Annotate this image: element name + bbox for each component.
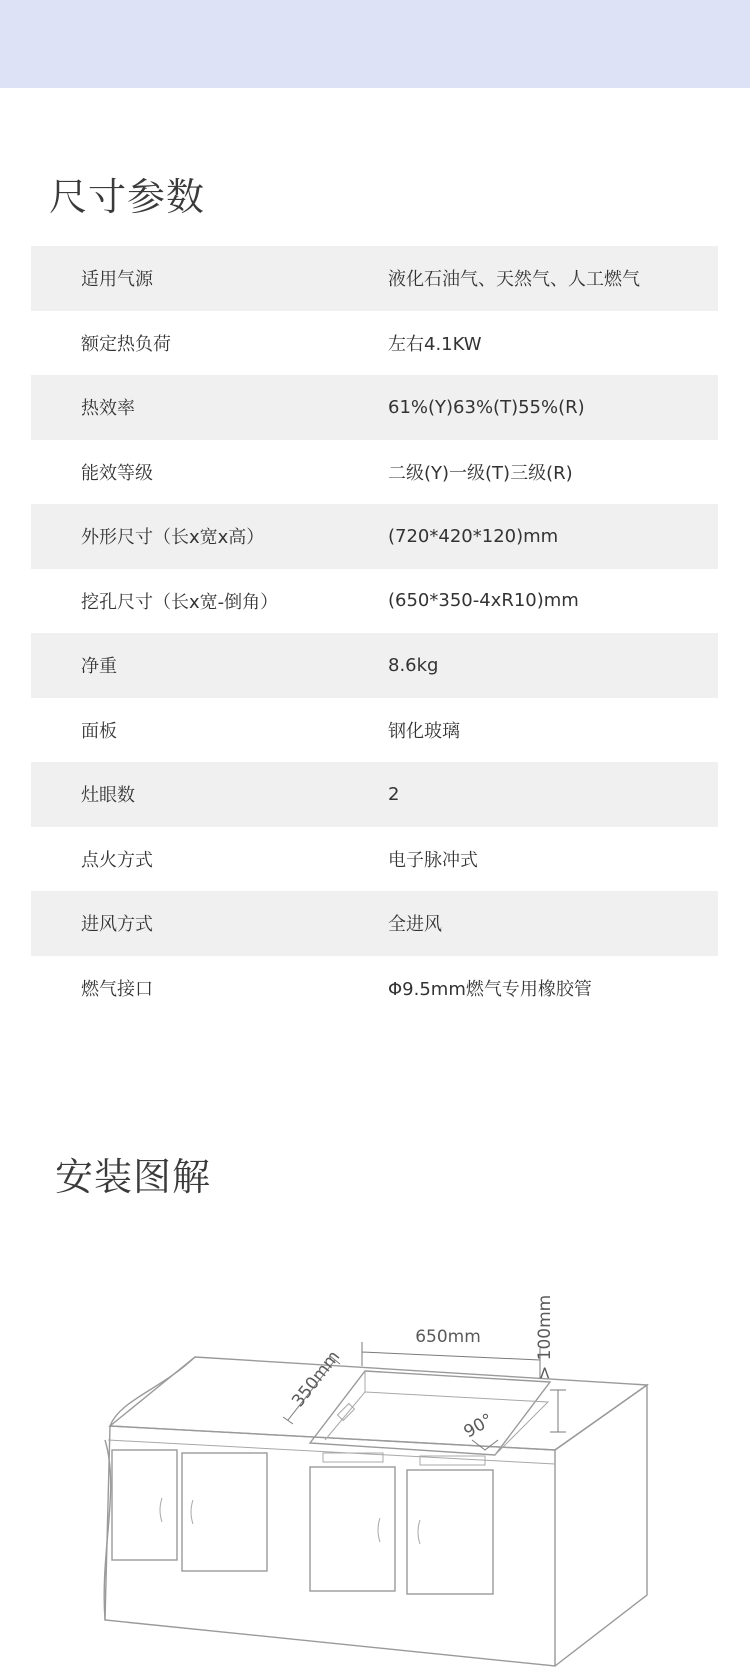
countertop-edge (108, 1440, 555, 1464)
door-handle (378, 1518, 380, 1542)
dimension-width-label: 350mm (288, 1347, 345, 1412)
cabinet-illustration (100, 1290, 660, 1670)
spec-value: 电子脉冲式 (388, 849, 478, 871)
spec-label: 外形尺寸（长x宽x高） (81, 527, 265, 549)
cabinet-door (310, 1467, 395, 1591)
spec-label: 进风方式 (81, 914, 153, 936)
spec-value: (650*350-4xR10)mm (388, 590, 579, 612)
dimension-line-depth (550, 1390, 566, 1432)
spec-label: 适用气源 (81, 269, 153, 291)
spec-row (31, 762, 718, 827)
door-handle (160, 1498, 162, 1522)
spec-row (31, 375, 718, 440)
spec-row (31, 504, 718, 569)
spec-value: Φ9.5mm燃气专用橡胶管 (388, 978, 592, 1000)
door-handle (418, 1520, 420, 1544)
spec-row (31, 698, 718, 763)
top-banner (0, 0, 750, 88)
spec-label: 挖孔尺寸（长x宽-倒角） (81, 591, 279, 613)
spec-row (31, 440, 718, 505)
cabinet-door (182, 1453, 267, 1571)
dimension-depth-label: > 100mm (535, 1294, 555, 1380)
spec-value: 全进风 (388, 914, 442, 936)
spec-label: 热效率 (81, 398, 135, 420)
spec-section-title: 尺寸参数 (49, 175, 206, 219)
dimension-length-label: 650mm (415, 1327, 481, 1347)
cabinet-door (112, 1450, 177, 1560)
spec-row (31, 891, 718, 956)
spec-value: 61%(Y)63%(T)55%(R) (388, 396, 585, 418)
spec-label: 能效等级 (81, 462, 153, 484)
spec-label: 点火方式 (81, 849, 153, 871)
spec-row (31, 827, 718, 892)
door-handle (191, 1500, 193, 1524)
cutout-slot (338, 1404, 355, 1421)
cutout-inner-left (325, 1371, 365, 1440)
spec-row (31, 246, 718, 311)
angle-mark (472, 1440, 498, 1450)
installation-diagram (100, 1290, 660, 1670)
spec-row (31, 569, 718, 634)
spec-label: 灶眼数 (81, 785, 135, 807)
spec-value: (720*420*120)mm (388, 525, 559, 547)
angle-label: 90° (460, 1409, 497, 1443)
spec-value: 钢化玻璃 (388, 720, 460, 742)
countertop-surface (110, 1357, 647, 1450)
cabinet-side (555, 1385, 647, 1666)
cutout-opening (310, 1371, 550, 1455)
spec-row (31, 633, 718, 698)
spec-label: 额定热负荷 (81, 333, 171, 355)
spec-row (31, 956, 718, 1021)
spec-label: 燃气接口 (81, 978, 153, 1000)
spec-label: 面板 (81, 720, 117, 742)
install-section-title: 安装图解 (55, 1155, 212, 1199)
spec-value: 二级(Y)一级(T)三级(R) (388, 462, 573, 484)
spec-value: 左右4.1KW (388, 333, 482, 355)
spec-value: 2 (388, 783, 400, 805)
spec-value: 液化石油气、天然气、人工燃气 (388, 269, 640, 291)
spec-row (31, 311, 718, 376)
spec-label: 净重 (81, 656, 117, 678)
cabinet-door (407, 1470, 493, 1594)
spec-value: 8.6kg (388, 654, 439, 676)
spec-table (31, 246, 718, 1020)
cutout-inner-back (365, 1392, 548, 1455)
